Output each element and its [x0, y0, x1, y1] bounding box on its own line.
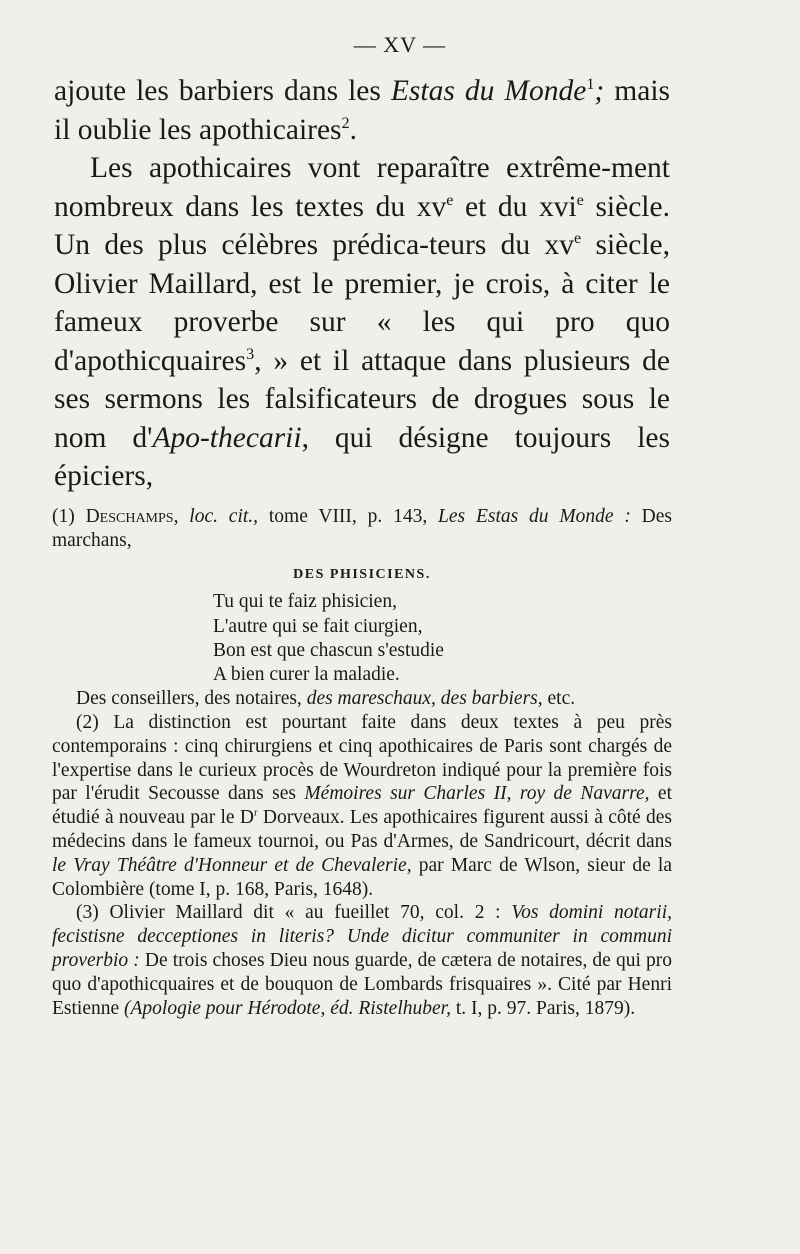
footnote-ref-2: 2: [341, 113, 350, 132]
footnotes: [52, 505, 672, 1020]
main-text: [54, 72, 670, 496]
verse-block: [52, 590, 672, 687]
verse-line: Tu qui te faiz phisicien,: [213, 591, 397, 613]
footnote-1-continued: Des conseillers, des notaires, des mareschaux, des barbiers, etc.: [76, 688, 576, 710]
latin-term: Apo-thecarii: [152, 421, 302, 454]
verse-heading: DES PHISICIENS.: [293, 566, 431, 582]
footnote-3: (3) Olivier Maillard dit « au fueillet 70, col. 2 : Vos domini notarii, fecistisne decceptiones in literis? Unde dicitur communiter in communi proverbio : De trois choses Dieu nous guarde, de cætera de notaires, de qui pro quo d'apothicquaires et de bouquon de Lombards frisquaires ». Cité par Henri Estienne (Apologie pour Hérodote, éd. Ristelhuber, t. I, p. 97. Paris, 1879).: [52, 902, 672, 1019]
work-title: Estas du Monde: [390, 75, 587, 107]
footnote-ref-3: 3: [246, 344, 255, 363]
footnote-2: (2) La distinction est pourtant faite dans deux textes à peu près contemporains : cinq chirurgiens et cinq apothicaires de Paris sont chargés de l'expertise dans le curieux procès de Wourdreton indiqué pour la première fois par l'érudit Secousse dans ses Mémoires sur Charles II, roy de Navarre, et étudié à nouveau par le $D^r$ Dorveaux. Les apothicaires figurent aussi à côté des médecins dans le fameux tournoi, ou Pas d'Armes, de Sandricourt, décrit dans le Vray Théâtre d'Honneur et de Chevalerie, par Marc de Wlson, sieur de la Colombière (tome I, p. 168, Paris, 1648).: [52, 712, 672, 900]
verse-line: L'autre qui se fait ciurgien,: [213, 615, 423, 637]
paragraph-1: ajoute les barbiers dans les Estas du Monde$^1$; mais il oublie les apothicaires$^2$.: [54, 75, 671, 146]
footnote-1: (1) Deschamps, loc. cit., tome VIII, p. 143, Les Estas du Monde : Des marchans,: [52, 506, 672, 551]
footnote-ref-1: 1: [586, 75, 595, 94]
verse-line: Bon est que chascun s'estudie: [213, 639, 444, 661]
verse-line: A bien curer la maladie.: [213, 664, 400, 685]
page-number: — XV —: [353, 32, 447, 57]
paragraph-2: Les apothicaires vont reparaître extrême-ment nombreux dans les textes du $xv^e$ et du xvi$^e$ siècle. Un des plus célèbres prédica-teurs du $xv^e$ siècle, Olivier Maillard, est le premier, je crois, à citer le fameux proverbe sur « les qui pro quo d'apothicquaires$^3$, » et il attaque dans plusieurs de ses sermons les falsificateurs de drogues sous le nom d'Apo-thecarii, qui désigne toujours les épiciers,: [54, 152, 671, 492]
